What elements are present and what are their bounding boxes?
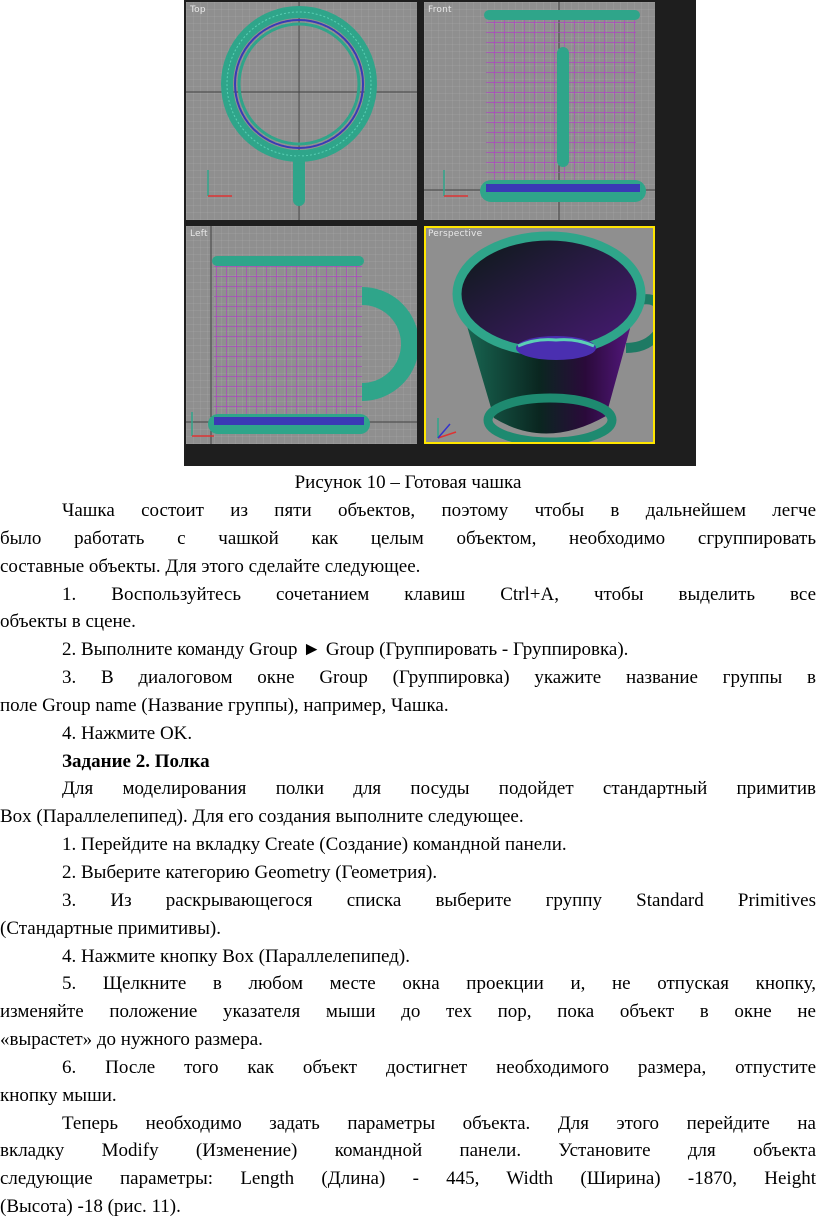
viewport-label-top[interactable]: Top xyxy=(190,5,206,15)
paragraph-params-line4: (Высота) -18 (рис. 11). xyxy=(0,1196,181,1218)
shelf-step-2: 2. Выберите категорию Geometry (Геометрия). xyxy=(62,861,438,883)
step-1-line2: объекты в сцене. xyxy=(0,611,136,633)
shelf-step-3-line1: 3. Из раскрывающегося списка выберите группу Standard Primitives xyxy=(62,889,816,911)
document-body xyxy=(0,497,816,1221)
paragraph-params-line3: следующие параметры: Length (Длина) - 445, Width (Ширина) -1870, Height xyxy=(0,1168,816,1190)
shelf-step-3-line2: (Стандартные примитивы). xyxy=(0,917,221,939)
shelf-step-4: 4. Нажмите кнопку Box (Параллелепипед). xyxy=(62,945,410,967)
viewport-label-perspective[interactable]: Perspective xyxy=(428,229,483,239)
shelf-step-5-line3: «вырастет» до нужного размера. xyxy=(0,1029,263,1051)
front-view-render xyxy=(424,2,655,220)
shelf-step-5-line2: изменяйте положение указателя мыши до тех пор, пока объект в окне не xyxy=(0,1001,816,1023)
shelf-step-1: 1. Перейдите на вкладку Create (Создание) командной панели. xyxy=(62,834,567,856)
viewport-perspective xyxy=(424,226,655,444)
mug-handle-front xyxy=(557,47,569,167)
paragraph-shelf-line2: Box (Параллелепипед). Для его создания выполните следующее. xyxy=(0,806,524,828)
step-3-line1: 3. В диалоговом окне Group (Группировка) укажите название группы в xyxy=(62,667,816,689)
task-heading: Задание 2. Полка xyxy=(62,750,210,772)
shelf-step-5-line1: 5. Щелкните в любом месте окна проекции и, не отпуская кнопку, xyxy=(62,973,816,995)
step-1-line1: 1. Воспользуйтесь сочетанием клавиш Ctrl+A, чтобы выделить все xyxy=(62,583,816,605)
step-2: 2. Выполните команду Group ► Group (Группировать - Группировка). xyxy=(62,639,629,661)
paragraph-intro-line3: составные объекты. Для этого сделайте следующее. xyxy=(0,555,421,577)
viewport-left xyxy=(186,226,417,444)
paragraph-intro-line1: Чашка состоит из пяти объектов, поэтому чтобы в дальнейшем легче xyxy=(62,500,816,521)
shelf-step-6-line1: 6. После того как объект достигнет необходимого размера, отпустите xyxy=(62,1056,816,1078)
top-view-render xyxy=(186,2,417,220)
figure-caption: Рисунок 10 – Готовая чашка xyxy=(294,472,522,493)
viewport-top xyxy=(186,2,417,220)
perspective-view-render xyxy=(426,228,653,442)
step-4: 4. Нажмите OK. xyxy=(62,722,193,744)
viewport-label-left[interactable]: Left xyxy=(190,229,208,239)
viewport-front xyxy=(424,2,655,220)
viewport-label-front[interactable]: Front xyxy=(428,5,452,15)
shelf-step-6-line2: кнопку мыши. xyxy=(0,1084,117,1106)
paragraph-params-line2: вкладку Modify (Изменение) командной панели. Установите для объекта xyxy=(0,1140,816,1162)
paragraph-intro-line2: было работать с чашкой как целым объектом, необходимо сгруппировать xyxy=(0,527,816,549)
paragraph-shelf-line1: Для моделирования полки для посуды подойдет стандартный примитив xyxy=(62,778,816,800)
left-view-render xyxy=(186,226,417,444)
mug-body-left xyxy=(214,262,362,418)
step-3-line2: поле Group name (Название группы), например, Чашка. xyxy=(0,694,449,716)
viewport-figure xyxy=(184,0,696,466)
mug-handle-top xyxy=(293,156,305,206)
paragraph-params-line1: Теперь необходимо задать параметры объекта. Для этого перейдите на xyxy=(62,1112,816,1134)
